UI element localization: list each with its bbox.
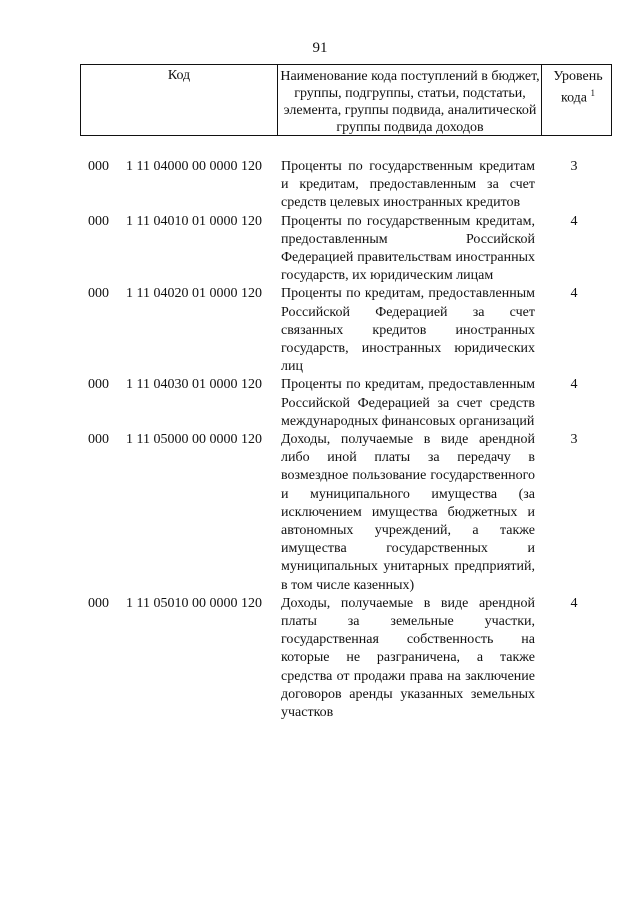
- header-divider-code: [277, 65, 278, 135]
- row-prefix: 000: [88, 213, 109, 229]
- row-level: 4: [570, 377, 578, 393]
- table-row: [0, 213, 640, 286]
- row-code: 1 11 04010 01 0000 120: [126, 213, 262, 229]
- row-code: 1 11 04000 00 0000 120: [126, 159, 262, 174]
- row-level: 4: [570, 286, 578, 302]
- row-level: 4: [570, 595, 578, 611]
- row-prefix: 000: [88, 377, 109, 393]
- row-name: Доходы, получаемые в виде арендной либо иной платы за передачу в возмездное пользование государственного и муниципального имущества (за исключением имущества бюджетных и автономных учреждений, а также имущества государственных и муниципальных унитарных предприятий, в том числе казенных): [281, 432, 535, 593]
- row-name: Доходы, получаемые в виде арендной платы за земельные участки, государственная собственность на которые не разграничена, а также средства от продажи права на заключение договоров аренды указанных земельных участков: [281, 595, 535, 721]
- header-name: Наименование кода поступлений в бюджет, группы, подгруппы, статьи, подстатьи, элемента, группы подвида, аналитической группы подвида доходов: [280, 69, 540, 135]
- table-row: [0, 285, 640, 376]
- table-row: [0, 595, 640, 722]
- page-number: 91: [312, 40, 328, 56]
- row-code: 1 11 04020 01 0000 120: [126, 286, 262, 302]
- table-header: [80, 64, 612, 136]
- row-name: Проценты по кредитам, предоставленным Российской Федерацией за счет средств международных финансовых организаций: [281, 377, 535, 429]
- row-prefix: 000: [88, 159, 109, 174]
- row-level: 3: [570, 432, 578, 448]
- row-code: 1 11 05010 00 0000 120: [126, 595, 262, 611]
- table-row: [0, 158, 640, 213]
- row-code: 1 11 04030 01 0000 120: [126, 377, 262, 393]
- table-body: [0, 158, 640, 722]
- row-prefix: 000: [88, 432, 109, 448]
- row-prefix: 000: [88, 595, 109, 611]
- row-code: 1 11 05000 00 0000 120: [126, 432, 262, 448]
- header-code: Код: [167, 68, 191, 83]
- header-level-label: Уровень кода: [553, 69, 603, 106]
- header-level: [543, 68, 613, 107]
- row-name: Проценты по кредитам, предоставленным Российской Федерацией за счет связанных кредитов иностранных государств, иностранных юридических лиц: [281, 286, 535, 375]
- table-row: [0, 376, 640, 431]
- row-level: 4: [570, 213, 578, 229]
- header-level-footnote: 1: [590, 88, 596, 98]
- row-prefix: 000: [88, 286, 109, 302]
- row-name: Проценты по государственным кредитам, предоставленным Российской Федерацией правительствам иностранных государств, их юридическим лицам: [281, 213, 535, 284]
- header-divider-level: [541, 65, 542, 135]
- row-level: 3: [570, 159, 578, 174]
- row-name: Проценты по государственным кредитам и кредитам, предоставленным за счет средств целевых иностранных кредитов: [281, 159, 535, 211]
- table-row: [0, 431, 640, 595]
